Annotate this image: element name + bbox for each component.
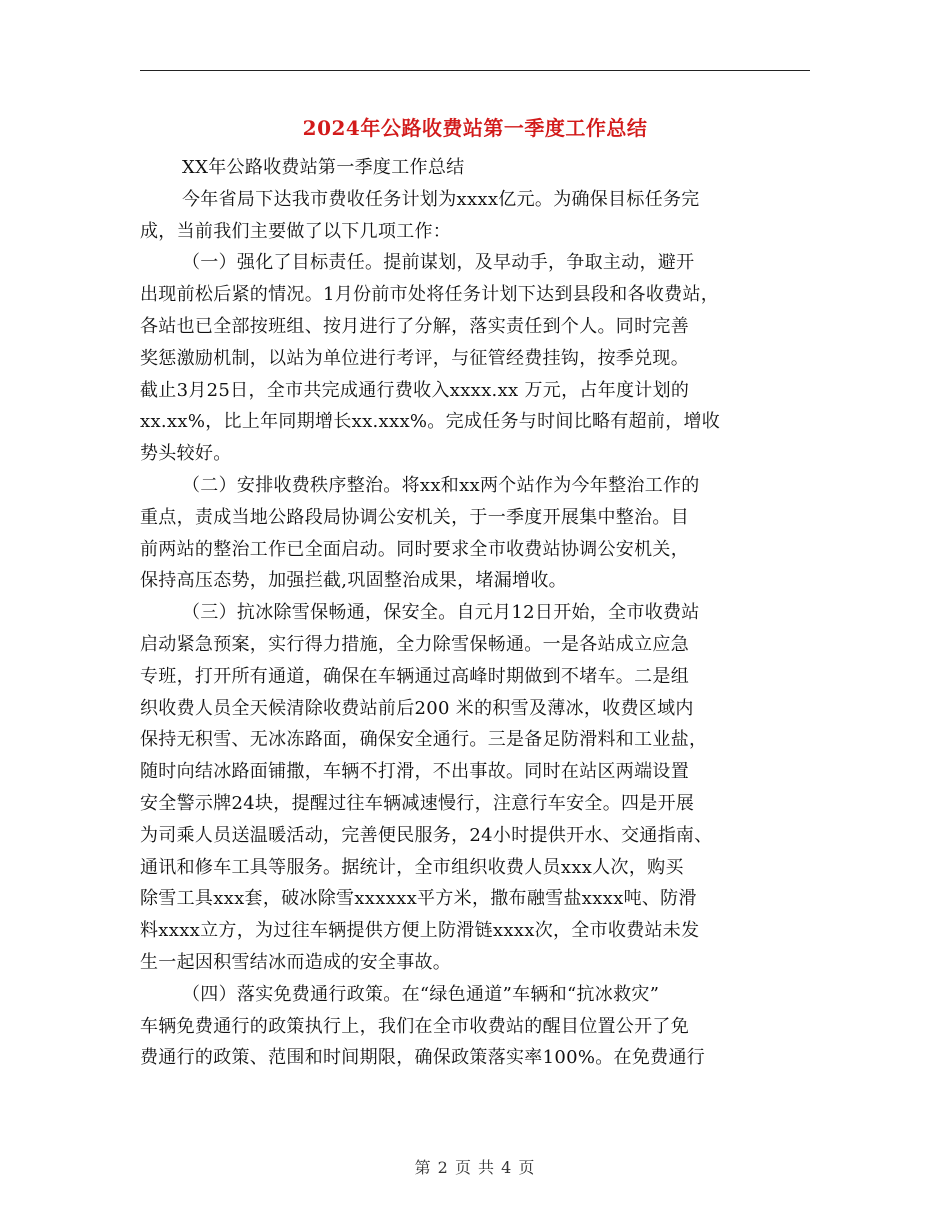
text-line: （四）落实免费通行政策。在“绿色通道”车辆和“抗冰救灾” (182, 983, 660, 1005)
text-line: XX年公路收费站第一季度工作总结 (182, 157, 465, 178)
text-line: 启动紧急预案，实行得力措施，全力除雪保畅通。一是各站成立应急 (140, 633, 689, 655)
text-line: 织收费人员全天候清除收费站前后200 米的积雪及薄冰，收费区域内 (140, 697, 694, 719)
text-line: 专班，打开所有通道，确保在车辆通过高峰时期做到不堵车。二是组 (140, 665, 689, 687)
document-body (140, 152, 812, 1074)
text-line: 保持无积雪、无冰冻路面，确保安全通行。三是备足防滑料和工业盐， (140, 729, 708, 751)
text-line: 各站也已全部按班组、按月进行了分解，落实责任到个人。同时完善 (140, 315, 689, 337)
text-line: 料xxxx立方，为过往车辆提供方便上防滑链xxxx次，全市收费站未发 (140, 920, 700, 942)
text-line: 安全警示牌24块，提醒过往车辆减速慢行，注意行车安全。四是开展 (140, 792, 695, 814)
text-line: （三）抗冰除雪保畅通，保安全。自元月12日开始，全市收费站 (182, 602, 700, 624)
header-rule (140, 70, 810, 71)
text-line: 通讯和修车工具等服务。据统计，全市组织收费人员xxx人次，购买 (140, 856, 684, 878)
text-line: 生一起因积雪结冰而造成的安全事故。 (140, 951, 452, 973)
text-line: 费通行的政策、范围和时间期限，确保政策落实率100%。在免费通行 (140, 1047, 706, 1069)
text-line: （一）强化了目标责任。提前谋划，及早动手，争取主动，避开 (182, 252, 695, 274)
text-line: 奖惩激励机制，以站为单位进行考评，与征管经费挂钩，按季兑现。 (140, 347, 689, 369)
text-line: 除雪工具xxx套，破冰除雪xxxxxx平方米，撒布融雪盐xxxx吨、防滑 (140, 888, 697, 910)
document-title: 2024年公路收费站第一季度工作总结 (302, 116, 648, 140)
text-line: 保持高压态势，加强拦截,巩固整治成果，堵漏增收。 (140, 570, 567, 592)
text-line: 重点，责成当地公路段局协调公安机关，于一季度开展集中整治。目 (140, 506, 689, 528)
page-number-footer: 第 2 页 共 4 页 (414, 1158, 536, 1177)
text-line: （二）安排收费秩序整治。将xx和xx两个站作为今年整治工作的 (182, 474, 700, 496)
text-line: 势头较好。 (140, 443, 232, 465)
text-line: 车辆免费通行的政策执行上，我们在全市收费站的醒目位置公开了免 (140, 1015, 689, 1037)
text-line: 前两站的整治工作已全面启动。同时要求全市收费站协调公安机关， (140, 538, 689, 560)
text-line: 为司乘人员送温暖活动，完善便民服务，24小时提供开水、交通指南、 (140, 824, 713, 846)
text-line: 今年省局下达我市费收任务计划为xxxx亿元。为确保目标任务完 (182, 188, 700, 210)
text-line: 成，当前我们主要做了以下几项工作： (140, 220, 452, 242)
text-line: 出现前松后紧的情况。1月份前市处将任务计划下达到县段和各收费站， (140, 284, 720, 306)
text-line: xx.xx%，比上年同期增长xx.xxx%。完成任务与时间比略有超前，增收 (140, 411, 721, 433)
text-line: 随时向结冰路面铺撒，车辆不打滑，不出事故。同时在站区两端设置 (140, 761, 689, 783)
text-line: 截止3月25日，全市共完成通行费收入xxxx.xx 万元，占年度计划的 (140, 379, 690, 401)
